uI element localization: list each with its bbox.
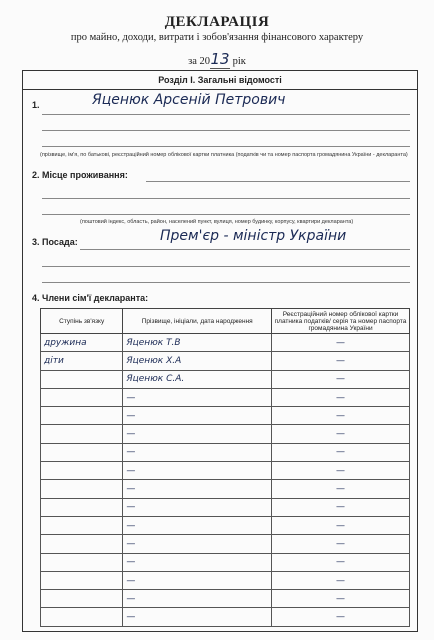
family-name-cell: Яценюк Х.А — [123, 352, 272, 370]
table-row — [41, 590, 410, 608]
tax-id-cell: — — [272, 535, 410, 553]
table-row — [41, 425, 410, 443]
tax-id-cell: — — [272, 334, 410, 352]
item1-number: 1. — [32, 100, 40, 110]
table-row — [41, 480, 410, 498]
family-table-body — [41, 334, 410, 627]
table-row — [41, 407, 410, 425]
name-handwritten: Яценюк Арсеній Петрович — [92, 92, 286, 108]
table-row — [41, 334, 410, 352]
relation-cell — [41, 370, 123, 388]
tax-id-cell: — — [272, 425, 410, 443]
name-line-2 — [42, 130, 410, 131]
tax-id-cell: — — [272, 388, 410, 406]
page-subtitle: про майно, доходи, витрати і зобов'язання фінансового характеру — [70, 32, 364, 43]
relation-cell — [41, 608, 123, 626]
table-row — [41, 571, 410, 589]
family-name-cell: — — [123, 608, 272, 626]
name-line-3 — [42, 146, 410, 147]
tax-id-cell: — — [272, 480, 410, 498]
position-label: 3. Посада: — [32, 237, 78, 247]
header-relation: Ступінь зв'язку — [41, 309, 123, 334]
family-name-cell: — — [123, 388, 272, 406]
relation-cell — [41, 535, 123, 553]
position-handwritten: Прем'єр - міністр України — [160, 228, 347, 244]
family-name-cell: — — [123, 443, 272, 461]
table-row — [41, 462, 410, 480]
tax-id-cell: — — [272, 553, 410, 571]
family-name-cell: Яценюк Т.В — [123, 334, 272, 352]
name-caption: (прізвище, ім'я, по батькові, реєстраційний номер облікової картки платника (податків чи та номер паспорта громадянина України - декларанта) — [40, 152, 408, 158]
table-row — [41, 608, 410, 626]
relation-cell — [41, 498, 123, 516]
tax-id-cell: — — [272, 370, 410, 388]
relation-cell — [41, 590, 123, 608]
table-row — [41, 516, 410, 534]
position-line-3 — [42, 282, 410, 283]
relation-cell — [41, 462, 123, 480]
relation-cell — [41, 425, 123, 443]
year-prefix: за 20 — [188, 56, 211, 67]
family-table — [40, 308, 410, 627]
tax-id-cell: — — [272, 571, 410, 589]
residence-label: 2. Місце проживання: — [32, 170, 128, 180]
residence-line-1 — [146, 181, 410, 182]
year-value: 13 — [210, 50, 230, 68]
table-row — [41, 352, 410, 370]
family-table-header — [41, 309, 410, 334]
year-suffix: рік — [232, 56, 246, 67]
tax-id-cell: — — [272, 498, 410, 516]
tax-id-cell: — — [272, 407, 410, 425]
header-name: Прізвище, ініціали, дата народження — [123, 309, 272, 334]
relation-cell — [41, 480, 123, 498]
family-name-cell: — — [123, 498, 272, 516]
tax-id-cell: — — [272, 516, 410, 534]
family-name-cell: Яценюк С.А. — [123, 370, 272, 388]
family-name-cell: — — [123, 462, 272, 480]
tax-id-cell: — — [272, 352, 410, 370]
relation-cell: дружина — [41, 334, 123, 352]
table-row — [41, 388, 410, 406]
position-line-2 — [42, 266, 410, 267]
family-name-cell: — — [123, 516, 272, 534]
relation-cell — [41, 407, 123, 425]
header-tax-id: Реєстраційний номер облікової картки платника податків/ серія та номер паспорта громадянина України — [272, 309, 410, 334]
relation-cell — [41, 571, 123, 589]
relation-cell — [41, 388, 123, 406]
family-name-cell: — — [123, 480, 272, 498]
position-line-1 — [80, 249, 410, 250]
residence-line-3 — [42, 214, 410, 215]
relation-cell — [41, 553, 123, 571]
name-line — [42, 114, 410, 115]
family-name-cell: — — [123, 535, 272, 553]
table-row — [41, 370, 410, 388]
tax-id-cell: — — [272, 608, 410, 626]
family-name-cell: — — [123, 571, 272, 589]
section-heading: Розділ І. Загальні відомості — [22, 70, 418, 90]
table-row — [41, 553, 410, 571]
relation-cell — [41, 443, 123, 461]
relation-cell — [41, 516, 123, 534]
year-line — [0, 50, 434, 69]
table-row — [41, 498, 410, 516]
relation-cell: діти — [41, 352, 123, 370]
address-caption: (поштовий індекс, область, район, населений пункт, вулиця, номер будинку, корпусу, квартири декларанта) — [80, 219, 354, 225]
family-name-cell: — — [123, 590, 272, 608]
family-name-cell: — — [123, 553, 272, 571]
page-title: ДЕКЛАРАЦІЯ — [164, 14, 270, 30]
tax-id-cell: — — [272, 462, 410, 480]
table-row — [41, 535, 410, 553]
residence-line-2 — [42, 198, 410, 199]
tax-id-cell: — — [272, 443, 410, 461]
family-name-cell: — — [123, 407, 272, 425]
tax-id-cell: — — [272, 590, 410, 608]
family-label: 4. Члени сім'ї декларанта: — [32, 293, 149, 303]
family-name-cell: — — [123, 425, 272, 443]
table-row — [41, 443, 410, 461]
